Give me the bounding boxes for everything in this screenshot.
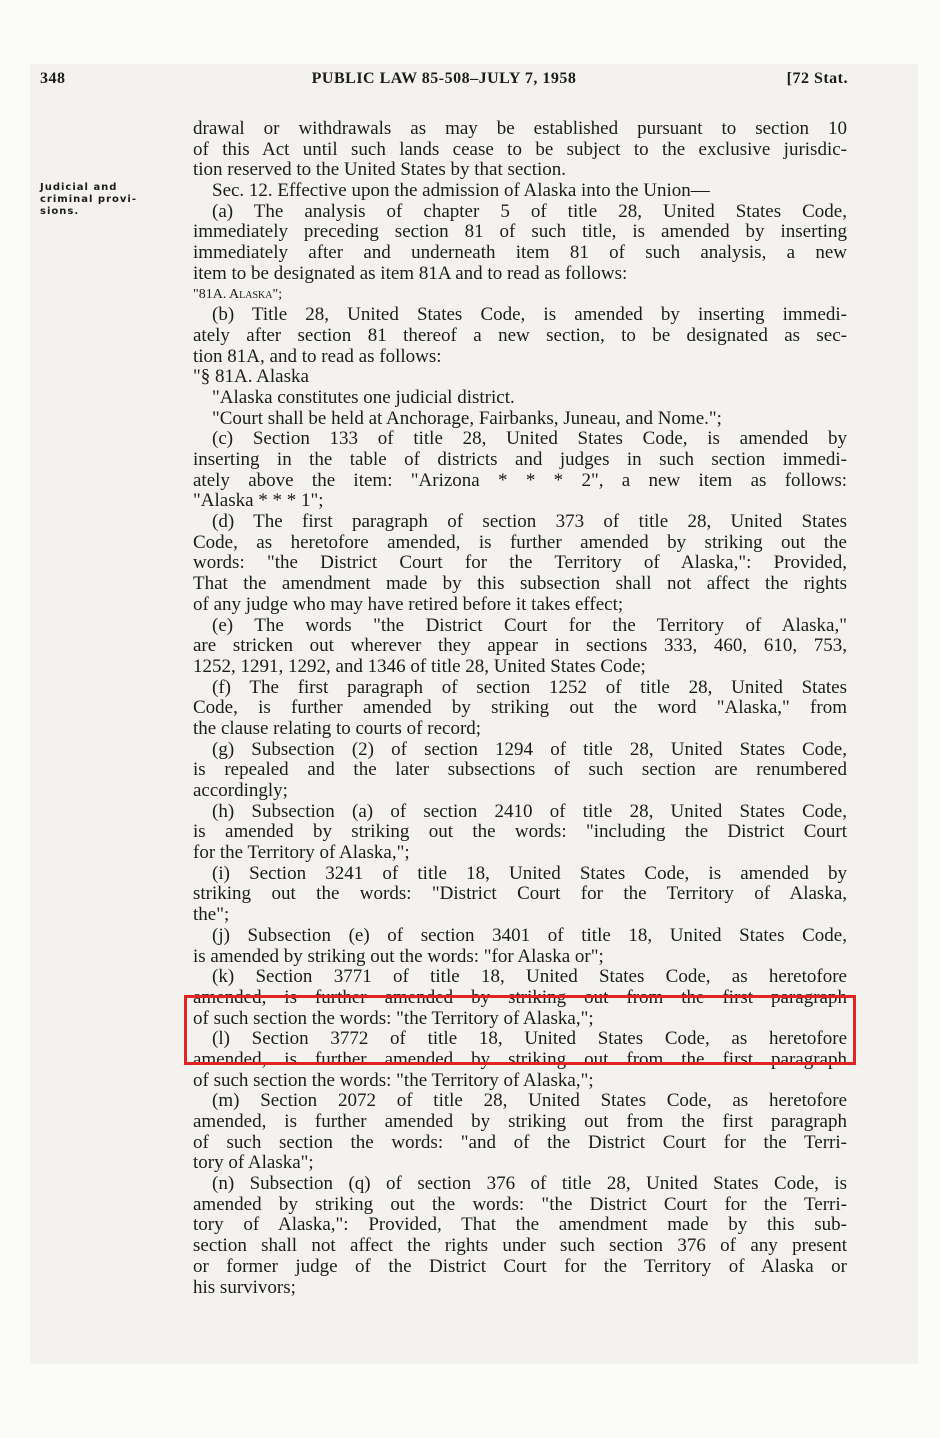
- text-line: or former judge of the District Court for the Territory of Alaska or: [193, 1255, 847, 1277]
- running-title: PUBLIC LAW 85-508–JULY 7, 1958: [311, 70, 577, 87]
- page-header: [40, 70, 848, 96]
- margin-note-line: sions.: [40, 206, 80, 217]
- text-line: Sec. 12. Effective upon the admission of Alaska into the Union—: [193, 180, 710, 202]
- text-line: ately above the item: "Arizona * * * 2", a new item as follows:: [193, 469, 847, 491]
- text-line: the";: [193, 904, 230, 926]
- body-text: [193, 119, 847, 1298]
- text-line: the clause relating to courts of record;: [193, 717, 482, 739]
- text-line: accordingly;: [193, 780, 288, 801]
- text-line: immediately after and underneath item 81 of such analysis, a new: [193, 242, 847, 264]
- text-line: amended, is further amended by striking out from the first paragraph: [193, 1048, 847, 1070]
- statute-reference: [72 Stat.: [786, 70, 848, 87]
- text-line: is amended by striking out the words: "for Alaska or";: [193, 945, 604, 967]
- text-line: (m) Section 2072 of title 28, United States Code, as heretofore: [193, 1090, 847, 1112]
- text-line: (d) The first paragraph of section 373 of title 28, United States: [193, 511, 847, 533]
- text-line: his survivors;: [193, 1276, 296, 1298]
- text-line: (e) The words "the District Court for the Territory of Alaska,": [193, 614, 847, 636]
- text-line: 1252, 1291, 1292, and 1346 of title 28, United States Code;: [193, 655, 646, 677]
- text-line: (n) Subsection (q) of section 376 of title 28, United States Code, is: [193, 1173, 847, 1195]
- text-line: tion reserved to the United States by that section.: [193, 159, 567, 181]
- text-line: (h) Subsection (a) of section 2410 of title 28, United States Code,: [193, 800, 847, 822]
- text-line: striking out the words: "District Court for the Territory of Alaska,: [193, 883, 847, 905]
- text-line: Code, is further amended by striking out the word "Alaska," from: [193, 697, 847, 719]
- text-line: That the amendment made by this subsection shall not affect the rights: [193, 573, 847, 595]
- text-line: (l) Section 3772 of title 18, United States Code, as heretofore: [193, 1028, 847, 1050]
- text-line: "Court shall be held at Anchorage, Fairbanks, Juneau, and Nome.";: [193, 407, 722, 429]
- text-line: tory of Alaska,": Provided, That the amendment made by this sub-: [193, 1214, 847, 1236]
- text-line: (c) Section 133 of title 28, United States Code, is amended by: [193, 428, 847, 450]
- text-line: (f) The first paragraph of section 1252 of title 28, United States: [193, 676, 847, 698]
- text-line: are stricken out wherever they appear in sections 333, 460, 610, 753,: [193, 635, 847, 657]
- text-line: of such section the words: "the Territory of Alaska,";: [193, 1007, 594, 1029]
- text-line: of any judge who may have retired before it takes effect;: [193, 593, 624, 615]
- text-line: inserting in the table of districts and judges in such section immedi-: [193, 449, 847, 470]
- text-line: amended by striking out the words: "the District Court for the Terri-: [193, 1193, 847, 1215]
- text-line: drawal or withdrawals as may be established pursuant to section 10: [193, 118, 847, 139]
- margin-note: [40, 182, 190, 218]
- text-line: immediately preceding section 81 of such title, is amended by inserting: [193, 221, 847, 243]
- text-line: of such section the words: "and of the District Court for the Terri-: [193, 1131, 847, 1153]
- page-number: 348: [40, 70, 66, 87]
- text-line: item to be designated as item 81A and to read as follows:: [193, 262, 628, 284]
- text-line: (j) Subsection (e) of section 3401 of title 18, United States Code,: [193, 924, 847, 946]
- text-line: of this Act until such lands cease to be subject to the exclusive jurisdic-: [193, 138, 847, 160]
- text-line: (a) The analysis of chapter 5 of title 28, United States Code,: [193, 200, 847, 222]
- text-line: Code, as heretofore amended, is further amended by striking out the: [193, 531, 847, 553]
- text-line: amended, is further amended by striking out from the first paragraph: [193, 986, 847, 1008]
- text-line: is repealed and the later subsections of such section are renumbered: [193, 759, 847, 781]
- text-line: (g) Subsection (2) of section 1294 of title 28, United States Code,: [193, 738, 847, 760]
- text-line: of such section the words: "the Territory of Alaska,";: [193, 1069, 594, 1091]
- text-line: words: "the District Court for the Territory of Alaska,": Provided,: [193, 552, 847, 574]
- margin-note-line: criminal provi-: [40, 194, 137, 205]
- text-line: "Alaska * * * 1";: [193, 490, 324, 512]
- margin-note-line: Judicial and: [40, 182, 118, 193]
- text-line: "Alaska constitutes one judicial district.: [193, 386, 515, 408]
- text-line: tory of Alaska";: [193, 1152, 314, 1174]
- text-line: tion 81A, and to read as follows:: [193, 345, 442, 367]
- text-line: "81A. Alaska";: [193, 286, 283, 302]
- text-line: ately after section 81 thereof a new section, to be designated as sec-: [193, 324, 847, 346]
- text-line: (b) Title 28, United States Code, is amended by inserting immedi-: [193, 304, 847, 326]
- text-line: "§ 81A. Alaska: [193, 366, 309, 388]
- text-line: is amended by striking out the words: "including the District Court: [193, 821, 847, 843]
- text-line: amended, is further amended by striking out from the first paragraph: [193, 1111, 847, 1132]
- text-line: for the Territory of Alaska,";: [193, 842, 410, 864]
- text-line: section shall not affect the rights under such section 376 of any present: [193, 1235, 847, 1257]
- text-line: (k) Section 3771 of title 18, United States Code, as heretofore: [193, 966, 847, 988]
- text-line: (i) Section 3241 of title 18, United States Code, is amended by: [193, 862, 847, 884]
